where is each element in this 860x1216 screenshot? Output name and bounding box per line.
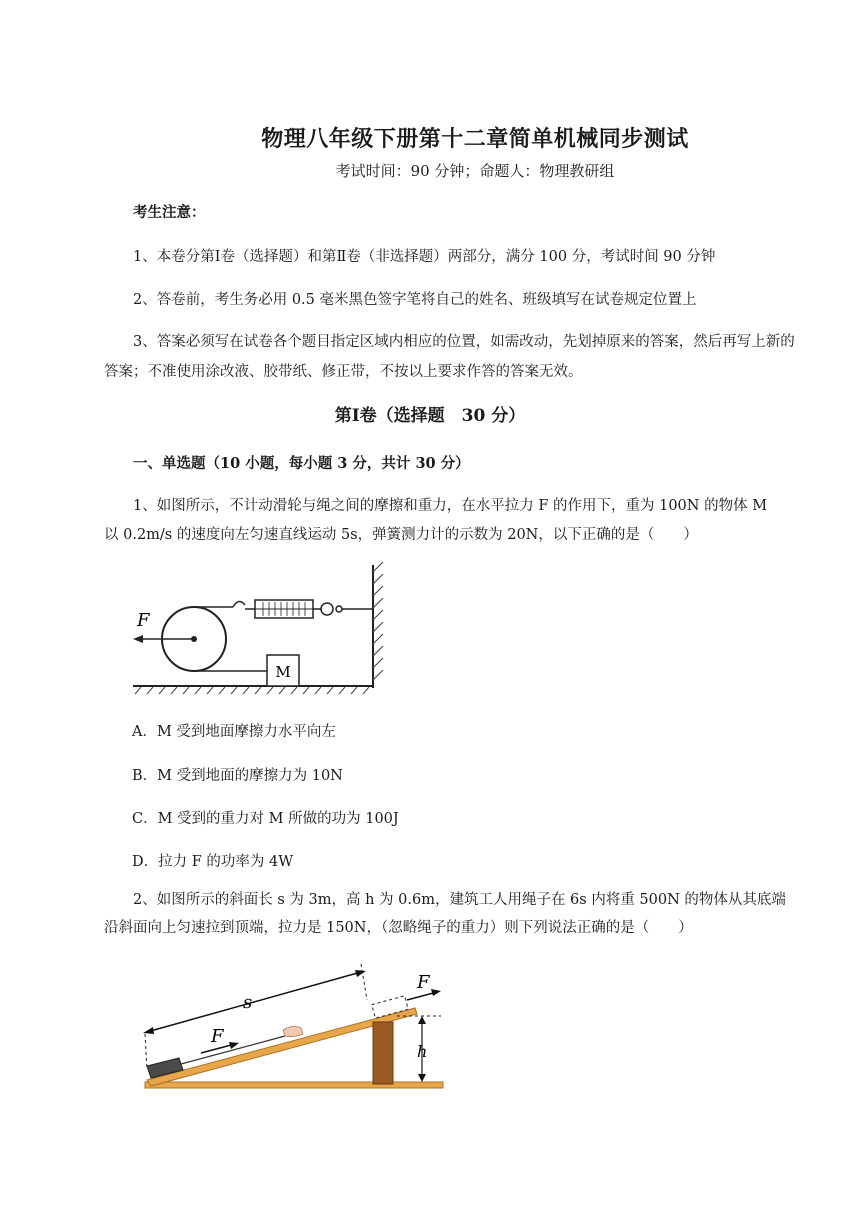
q1-option-a[interactable]: A．M 受到地面摩擦力水平向左 [132, 724, 336, 740]
notice-item-1: 1、本卷分第Ⅰ卷（选择题）和第Ⅱ卷（非选择题）两部分，满分 100 分，考试时间 90 分钟 [133, 249, 716, 265]
q2-s-label: s [243, 992, 253, 1013]
notice-item-3: 3、答案必须写在试卷各个题目指定区域内相应的位置，如需改动，先划掉原来的答案，然后再写上新的答案；不准使用涂改液、胶带纸、修正带，不按以上要求作答的答案无效。 [104, 334, 795, 380]
q2-force-label-2: F [417, 972, 430, 993]
q2-incline-figure [135, 960, 455, 1100]
q1-stem-line2: 以 0.2m/s 的速度向左匀速直线运动 5s，弹簧测力计的示数为 20N，以下正确的是（ ） [104, 527, 698, 543]
q2-force-label-1: F [211, 1026, 224, 1047]
q1-option-b[interactable]: B．M 受到地面的摩擦力为 10N [132, 768, 343, 784]
section-title: 第Ⅰ卷（选择题 30 分） [334, 406, 526, 426]
q1-option-d[interactable]: D．拉力 F 的功率为 4W [132, 854, 294, 870]
q1-stem-line1: 1、如图所示，不计动滑轮与绳之间的摩擦和重力，在水平拉力 F 的作用下，重为 100N 的物体 M [133, 498, 768, 514]
part-heading: 一、单选题（10 小题，每小题 3 分，共计 30 分） [133, 455, 470, 472]
q1-force-label: F [137, 610, 150, 631]
notice-heading: 考生注意： [133, 204, 206, 221]
q1-option-c[interactable]: C．M 受到的重力对 M 所做的功为 100J [132, 811, 399, 827]
q1-block-label: M [275, 663, 291, 681]
q2-stem-line1: 2、如图所示的斜面长 s 为 3m，高 h 为 0.6m，建筑工人用绳子在 6s 内将重 500N 的物体从其底端 [133, 892, 786, 908]
page-title: 物理八年级下册第十二章简单机械同步测试 [261, 126, 689, 152]
q2-h-label: h [417, 1042, 428, 1061]
exam-info: 考试时间：90 分钟；命题人：物理教研组 [335, 162, 615, 180]
q1-pulley-figure [125, 560, 395, 700]
notice-item-2: 2、答卷前，考生务必用 0.5 毫米黑色签字笔将自己的姓名、班级填写在试卷规定位置上 [133, 292, 697, 308]
q2-stem-line2: 沿斜面向上匀速拉到顶端，拉力是 150N，（忽略绳子的重力）则下列说法正确的是（ ） [104, 920, 693, 936]
